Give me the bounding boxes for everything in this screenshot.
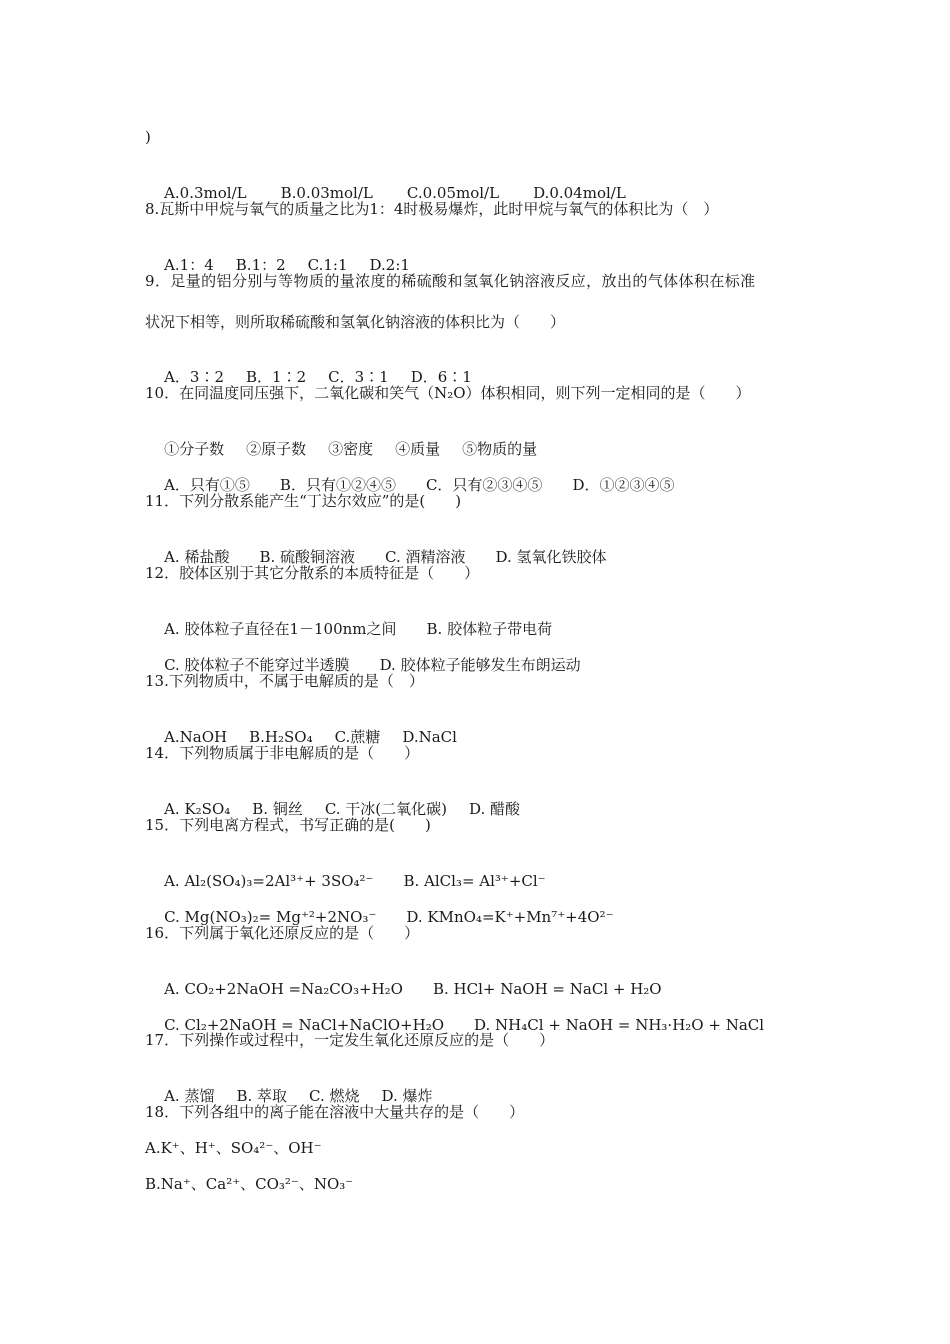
option-a: A. 胶体粒子直径在1－100nm之间 — [164, 620, 397, 638]
q17-stem: 17．下列操作或过程中，一定发生氧化还原反应的是（ ） — [145, 1031, 555, 1049]
option-b: B. 胶体粒子带电荷 — [426, 620, 553, 638]
q18-option-a: A.K⁺、H⁺、SO₄²⁻、OH⁻ — [145, 1139, 322, 1157]
option-c: C. Cl₂+2NaOH = NaCl+NaClO+H₂O — [164, 1016, 445, 1034]
option-b: B.H₂SO₄ — [249, 728, 313, 746]
option-d: D. 胶体粒子能够发生布朗运动 — [379, 656, 581, 674]
q9-stem-line1: 9．足量的铝分别与等物质的量浓度的稀硫酸和氢氧化钠溶液反应，放出的气体体积在标准 — [145, 272, 756, 290]
option-c: C．3∶1 — [328, 368, 389, 386]
option-a: A. K₂SO₄ — [164, 800, 231, 818]
q14-stem: 14．下列物质属于非电解质的是（ ） — [145, 744, 420, 762]
option-d: D.NaCl — [402, 728, 457, 746]
option-a: A. Al₂(SO₄)₃=2Al³⁺+ 3SO₄²⁻ — [164, 872, 374, 890]
option-a: A. 蒸馏 — [164, 1087, 215, 1105]
option-a: A.NaOH — [164, 728, 228, 746]
option-b: B. AlCl₃= Al³⁺+Cl⁻ — [403, 872, 546, 890]
option-c: C.0.05mol/L — [406, 184, 500, 202]
option-d: D.0.04mol/L — [533, 184, 626, 202]
statement-1: ①分子数 — [164, 440, 225, 458]
option-a: A.1：4 — [164, 256, 214, 274]
option-c: C. 干冰(二氧化碳) — [324, 800, 448, 818]
option-b: B.1：2 — [235, 256, 286, 274]
statement-4: ④质量 — [395, 440, 441, 458]
option-b: B．只有①②④⑤ — [279, 476, 396, 494]
option-a: A.0.3mol/L — [164, 184, 247, 202]
option-d: D. 醋酸 — [469, 800, 521, 818]
option-a: A．只有①⑤ — [164, 476, 250, 494]
option-a: A. CO₂+2NaOH =Na₂CO₃+H₂O — [164, 980, 403, 998]
q16-stem: 16．下列属于氧化还原反应的是（ ） — [145, 924, 420, 942]
q8-stem: 8.瓦斯中甲烷与氧气的质量之比为1：4时极易爆炸，此时甲烷与氧气的体积比为（ ） — [145, 200, 719, 218]
option-b: B. 硫酸铜溶液 — [259, 548, 356, 566]
option-d: D．6∶1 — [410, 368, 472, 386]
option-d: D. NH₄Cl + NaOH = NH₃·H₂O + NaCl — [474, 1016, 765, 1034]
q10-stem: 10．在同温度同压强下，二氧化碳和笑气（N₂O）体积相同，则下列一定相同的是（ ） — [145, 384, 751, 402]
continued-paren: ) — [145, 128, 151, 146]
option-c: C. 酒精溶液 — [385, 548, 466, 566]
q11-stem: 11．下列分散系能产生“丁达尔效应”的是( ) — [145, 492, 462, 510]
statement-3: ③密度 — [328, 440, 374, 458]
q18-stem: 18．下列各组中的离子能在溶液中大量共存的是（ ） — [145, 1103, 525, 1121]
option-d: D．①②③④⑤ — [572, 476, 675, 494]
option-a: A. 稀盐酸 — [164, 548, 230, 566]
option-b: B.0.03mol/L — [280, 184, 373, 202]
option-d: D.2:1 — [369, 256, 410, 274]
option-c: C. 燃烧 — [309, 1087, 360, 1105]
option-c: C. Mg(NO₃)₂= Mg⁺²+2NO₃⁻ — [164, 908, 377, 926]
q13-stem: 13.下列物质中，不属于电解质的是（ ） — [145, 672, 424, 690]
q9-stem-line2: 状况下相等，则所取稀硫酸和氢氧化钠溶液的体积比为（ ） — [145, 313, 566, 331]
statement-2: ②原子数 — [246, 440, 307, 458]
option-b: B. 铜丝 — [252, 800, 303, 818]
option-c: C．只有②③④⑤ — [425, 476, 543, 494]
q18-option-b: B.Na⁺、Ca²⁺、CO₃²⁻、NO₃⁻ — [145, 1175, 354, 1193]
option-b: B．1∶2 — [246, 368, 307, 386]
q15-stem: 15．下列电离方程式，书写正确的是( ) — [145, 816, 431, 834]
option-c: C.蔗糖 — [334, 728, 381, 746]
option-b: B. HCl+ NaOH = NaCl + H₂O — [432, 980, 662, 998]
option-a: A．3∶2 — [164, 368, 224, 386]
option-c: C.1:1 — [307, 256, 348, 274]
statement-5: ⑤物质的量 — [462, 440, 538, 458]
q12-stem: 12．胶体区别于其它分散系的本质特征是（ ） — [145, 564, 480, 582]
option-d: D. KMnO₄=K⁺+Mn⁷⁺+4O²⁻ — [406, 908, 614, 926]
option-d: D. 氢氧化铁胶体 — [495, 548, 607, 566]
option-b: B. 萃取 — [236, 1087, 288, 1105]
option-d: D. 爆炸 — [381, 1087, 433, 1105]
option-c: C. 胶体粒子不能穿过半透膜 — [164, 656, 350, 674]
